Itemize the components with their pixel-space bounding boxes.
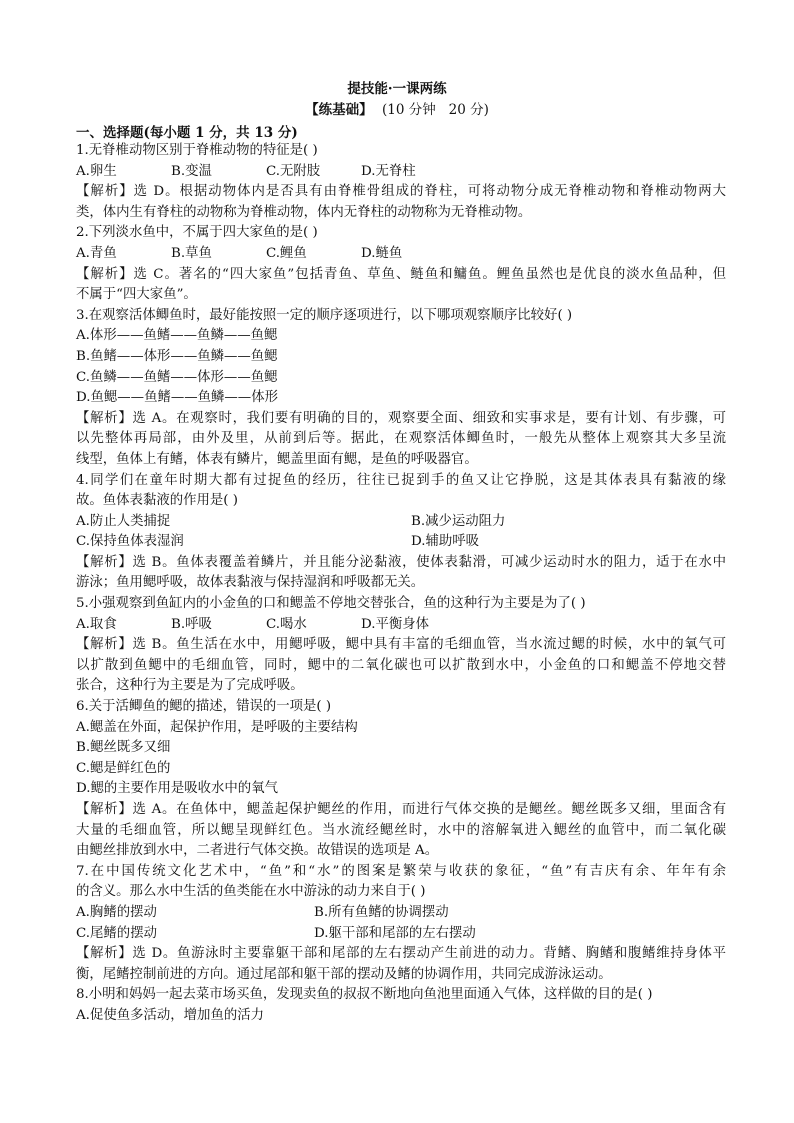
option-b: B.草鱼 xyxy=(171,245,212,261)
options-row xyxy=(76,244,726,265)
question-stem: 7.在中国传统文化艺术中，“鱼”和“水”的图案是繁荣与收获的象征，“鱼”有吉庆有余、年年有余 xyxy=(76,863,726,879)
time-score: (10 分钟 20 分) xyxy=(382,102,489,118)
options-row xyxy=(76,924,726,945)
analysis-line: 不属于“四大家鱼”。 xyxy=(76,287,197,303)
subtitle-label: 【练基础】 xyxy=(305,102,373,118)
option-d: D.鱼鳃——鱼鳍——鱼鳞——体形 xyxy=(76,390,278,406)
analysis-line: 大量的毛细血管，所以鳃呈现鲜红色。当水流经鳃丝时，水中的溶解氧进入鳃丝的血管中，而二氧化碳 xyxy=(76,822,726,838)
question-stem: 的含义。那么水中生活的鱼类能在水中游泳的动力来自于( ) xyxy=(76,884,426,900)
analysis-line: 【解析】选 A。在观察时，我们要有明确的目的，观察要全面、细致和实事求是，要有计划、有步骤，可 xyxy=(76,410,726,426)
option-b: B.减少运动阻力 xyxy=(411,513,506,529)
option-c: C.保持鱼体表湿润 xyxy=(76,534,184,550)
option-a: A.胸鳍的摆动 xyxy=(76,904,157,920)
question-stem: 5.小强观察到鱼缸内的小金鱼的口和鳃盖不停地交替张合，鱼的这种行为主要是为了( ) xyxy=(76,596,586,612)
option-b: B.鳃丝既多又细 xyxy=(76,740,171,756)
option-c: C.鲤鱼 xyxy=(266,245,307,261)
option-a: A.鳃盖在外面，起保护作用，是呼吸的主要结构 xyxy=(76,719,358,735)
option-c: C.尾鳍的摆动 xyxy=(76,925,157,941)
analysis-line: 由鳃丝排放到水中，二者进行气体交换。故错误的选项是 A。 xyxy=(76,843,439,859)
options-row xyxy=(76,903,726,924)
analysis-line: 游泳；鱼用鳃呼吸，故体表黏液与保持湿润和呼吸都无关。 xyxy=(76,575,425,591)
page-title: 提技能·一课两练 xyxy=(347,81,447,97)
question-stem: 8.小明和妈妈一起去菜市场买鱼，发现卖鱼的叔叔不断地向鱼池里面通入气体，这样做的目的是( ) xyxy=(76,987,653,1003)
option-c: C.鳃是鲜红色的 xyxy=(76,760,171,776)
analysis-line: 【解析】选 A。在鱼体中，鳃盖起保护鳃丝的作用，而进行气体交换的是鳃丝。鳃丝既多又细，里面含有 xyxy=(76,802,726,817)
option-d: D.躯干部和尾部的左右摆动 xyxy=(314,925,476,941)
option-d: D.辅助呼吸 xyxy=(411,534,480,550)
option-a: A.青鱼 xyxy=(76,245,117,261)
questions-list xyxy=(76,141,726,1027)
analysis-line: 【解析】选 B。鱼生活在水中，用鳃呼吸，鳃中具有丰富的毛细血管，当水流过鳃的时候，水中的氧气可 xyxy=(76,637,726,653)
analysis-line: 【解析】选 D。根据动物体内是否具有由脊椎骨组成的脊柱，可将动物分成无脊椎动物和脊椎动物两大 xyxy=(76,184,726,200)
option-a: A.促使鱼多活动，增加鱼的活力 xyxy=(76,1007,265,1023)
question-stem: 1.无脊椎动物区别于脊椎动物的特征是( ) xyxy=(76,143,318,158)
question-stem: 3.在观察活体鲫鱼时，最好能按照一定的顺序逐项进行，以下哪项观察顺序比较好( ) xyxy=(76,307,573,323)
question-stem: 6.关于活鲫鱼的鳃的描述，错误的一项是( ) xyxy=(76,699,332,715)
option-b: B.所有鱼鳍的协调摆动 xyxy=(314,904,449,920)
option-d: D.鲢鱼 xyxy=(361,245,403,261)
option-a: A.取食 xyxy=(76,616,117,632)
options-row xyxy=(76,162,726,183)
option-b: B.鱼鳍——体形——鱼鳞——鱼鳃 xyxy=(76,348,278,364)
option-c: C.无附肢 xyxy=(266,163,321,179)
option-a: A.卵生 xyxy=(76,163,117,179)
option-c: C.鱼鳞——鱼鳍——体形——鱼鳃 xyxy=(76,369,278,385)
option-c: C.喝水 xyxy=(266,616,307,632)
option-b: B.变温 xyxy=(171,163,212,179)
analysis-line: 张合，这种行为主要是为了完成呼吸。 xyxy=(76,678,304,694)
option-a: A.防止人类捕捉 xyxy=(76,513,171,529)
section-heading: 一、选择题(每小题 1 分，共 13 分) xyxy=(76,125,298,141)
options-row xyxy=(76,512,726,533)
page-subtitle xyxy=(0,98,794,118)
analysis-line: 以扩散到鱼鳃中的毛细血管，同时，鳃中的二氧化碳也可以扩散到水中，小金鱼的口和鳃盖不停地交替 xyxy=(76,657,726,673)
question-stem: 4.同学们在童年时期大都有过捉鱼的经历，往往已捉到手的鱼又让它挣脱，这是其体表具有黏液的缘 xyxy=(76,472,726,488)
analysis-line: 【解析】选 B。鱼体表覆盖着鳞片，并且能分泌黏液，使体表黏滑，可减少运动时水的阻力，适于在水中 xyxy=(76,554,726,570)
analysis-line: 【解析】选 D。鱼游泳时主要靠躯干部和尾部的左右摆动产生前进的动力。背鳍、胸鳍和腹鳍维持身体平 xyxy=(76,946,726,962)
analysis-line: 衡，尾鳍控制前进的方向。通过尾部和躯干部的摆动及鳍的协调作用，共同完成游泳运动。 xyxy=(76,966,612,982)
question-stem: 故。鱼体表黏液的作用是( ) xyxy=(76,493,239,509)
options-row xyxy=(76,532,726,553)
option-d: D.鳃的主要作用是吸收水中的氧气 xyxy=(76,781,278,797)
analysis-line: 类，体内生有脊柱的动物称为脊椎动物，体内无脊柱的动物称为无脊椎动物。 xyxy=(76,204,532,220)
question-stem: 2.下列淡水鱼中，不属于四大家鱼的是( ) xyxy=(76,225,318,241)
analysis-line: 【解析】选 C。著名的“四大家鱼”包括青鱼、草鱼、鲢鱼和鳙鱼。鲤鱼虽然也是优良的淡水鱼品种，但 xyxy=(76,266,726,282)
analysis-line: 以先整体再局部，由外及里，从前到后等。据此，在观察活体鲫鱼时，一般先从整体上观察其大多呈流 xyxy=(76,431,726,447)
option-a: A.体形——鱼鳍——鱼鳞——鱼鳃 xyxy=(76,328,278,344)
analysis-line: 线型，鱼体上有鳍，体表有鳞片，鳃盖里面有鳃，是鱼的呼吸器官。 xyxy=(76,451,478,467)
option-d: D.平衡身体 xyxy=(361,616,430,632)
options-row xyxy=(76,615,726,636)
option-b: B.呼吸 xyxy=(171,616,212,632)
option-d: D.无脊柱 xyxy=(361,163,416,179)
